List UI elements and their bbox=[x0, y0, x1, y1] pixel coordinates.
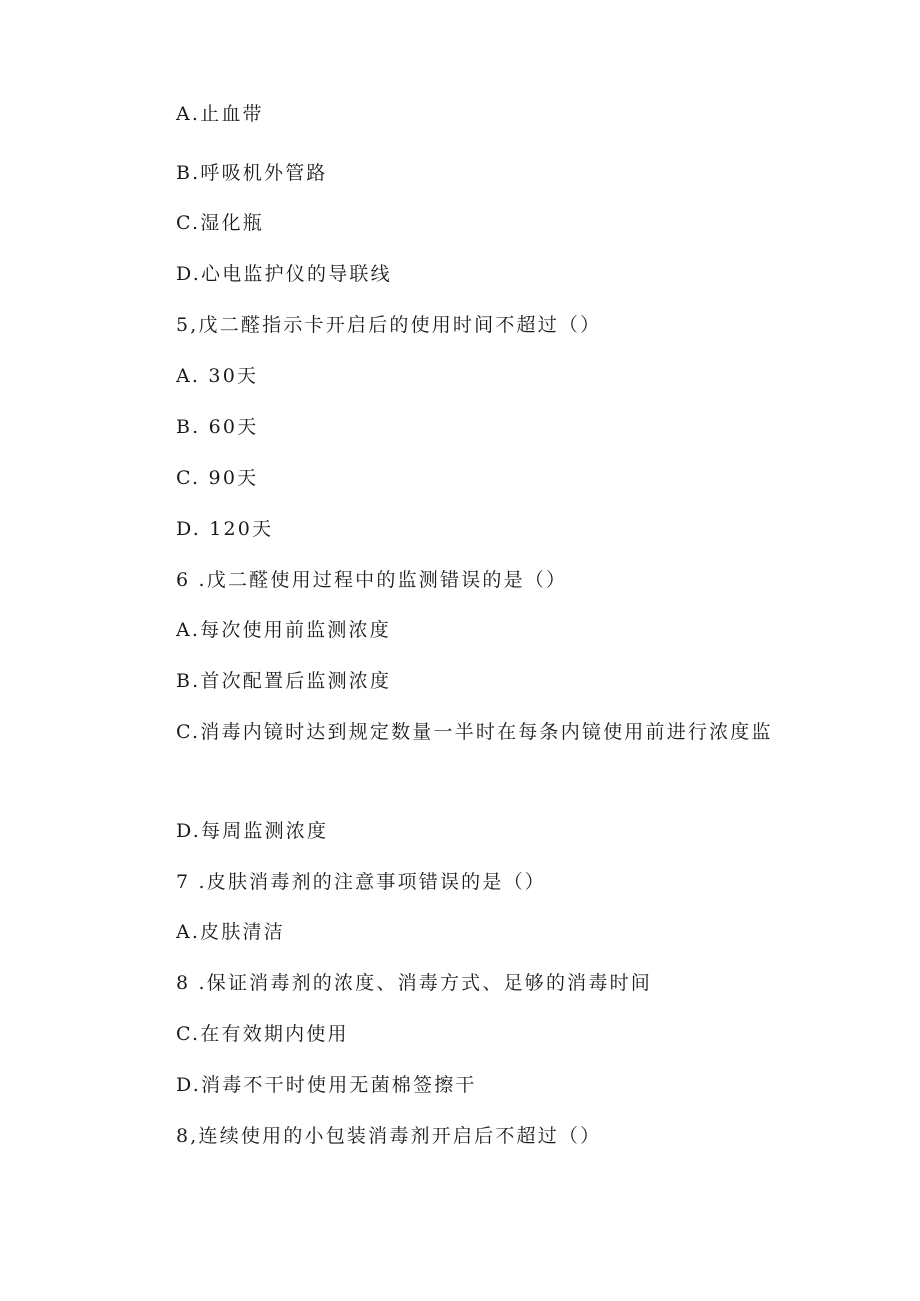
option-line: A. 30天 bbox=[176, 365, 259, 387]
question-line: 8,连续使用的小包装消毒剂开启后不超过（） bbox=[176, 1125, 602, 1147]
option-line: D. 120天 bbox=[176, 518, 274, 540]
option-line: A.止血带 bbox=[176, 103, 264, 125]
option-line: C. 90天 bbox=[176, 467, 259, 489]
option-line: A.皮肤清洁 bbox=[176, 921, 285, 943]
option-line: D.消毒不干时使用无菌棉签擦干 bbox=[176, 1074, 477, 1096]
option-line: D.心电监护仪的导联线 bbox=[176, 263, 392, 285]
option-line: B.首次配置后监测浓度 bbox=[176, 670, 392, 692]
option-line: C.湿化瓶 bbox=[176, 212, 264, 234]
question-line: 7 .皮肤消毒剂的注意事项错误的是（） bbox=[176, 871, 546, 893]
option-line: A.每次使用前监测浓度 bbox=[176, 619, 391, 641]
option-line: B. 60天 bbox=[176, 416, 259, 438]
question-line: 5,戊二醛指示卡开启后的使用时间不超过（） bbox=[176, 314, 602, 336]
question-line: 8 .保证消毒剂的浓度、消毒方式、足够的消毒时间 bbox=[176, 972, 652, 994]
option-line: D.每周监测浓度 bbox=[176, 820, 329, 842]
option-line: C.在有效期内使用 bbox=[176, 1023, 349, 1045]
option-line: C.消毒内镜时达到规定数量一半时在每条内镜使用前进行浓度监 bbox=[176, 721, 773, 743]
question-line: 6 .戊二醛使用过程中的监测错误的是（） bbox=[176, 569, 568, 591]
option-line: B.呼吸机外管路 bbox=[176, 162, 328, 184]
